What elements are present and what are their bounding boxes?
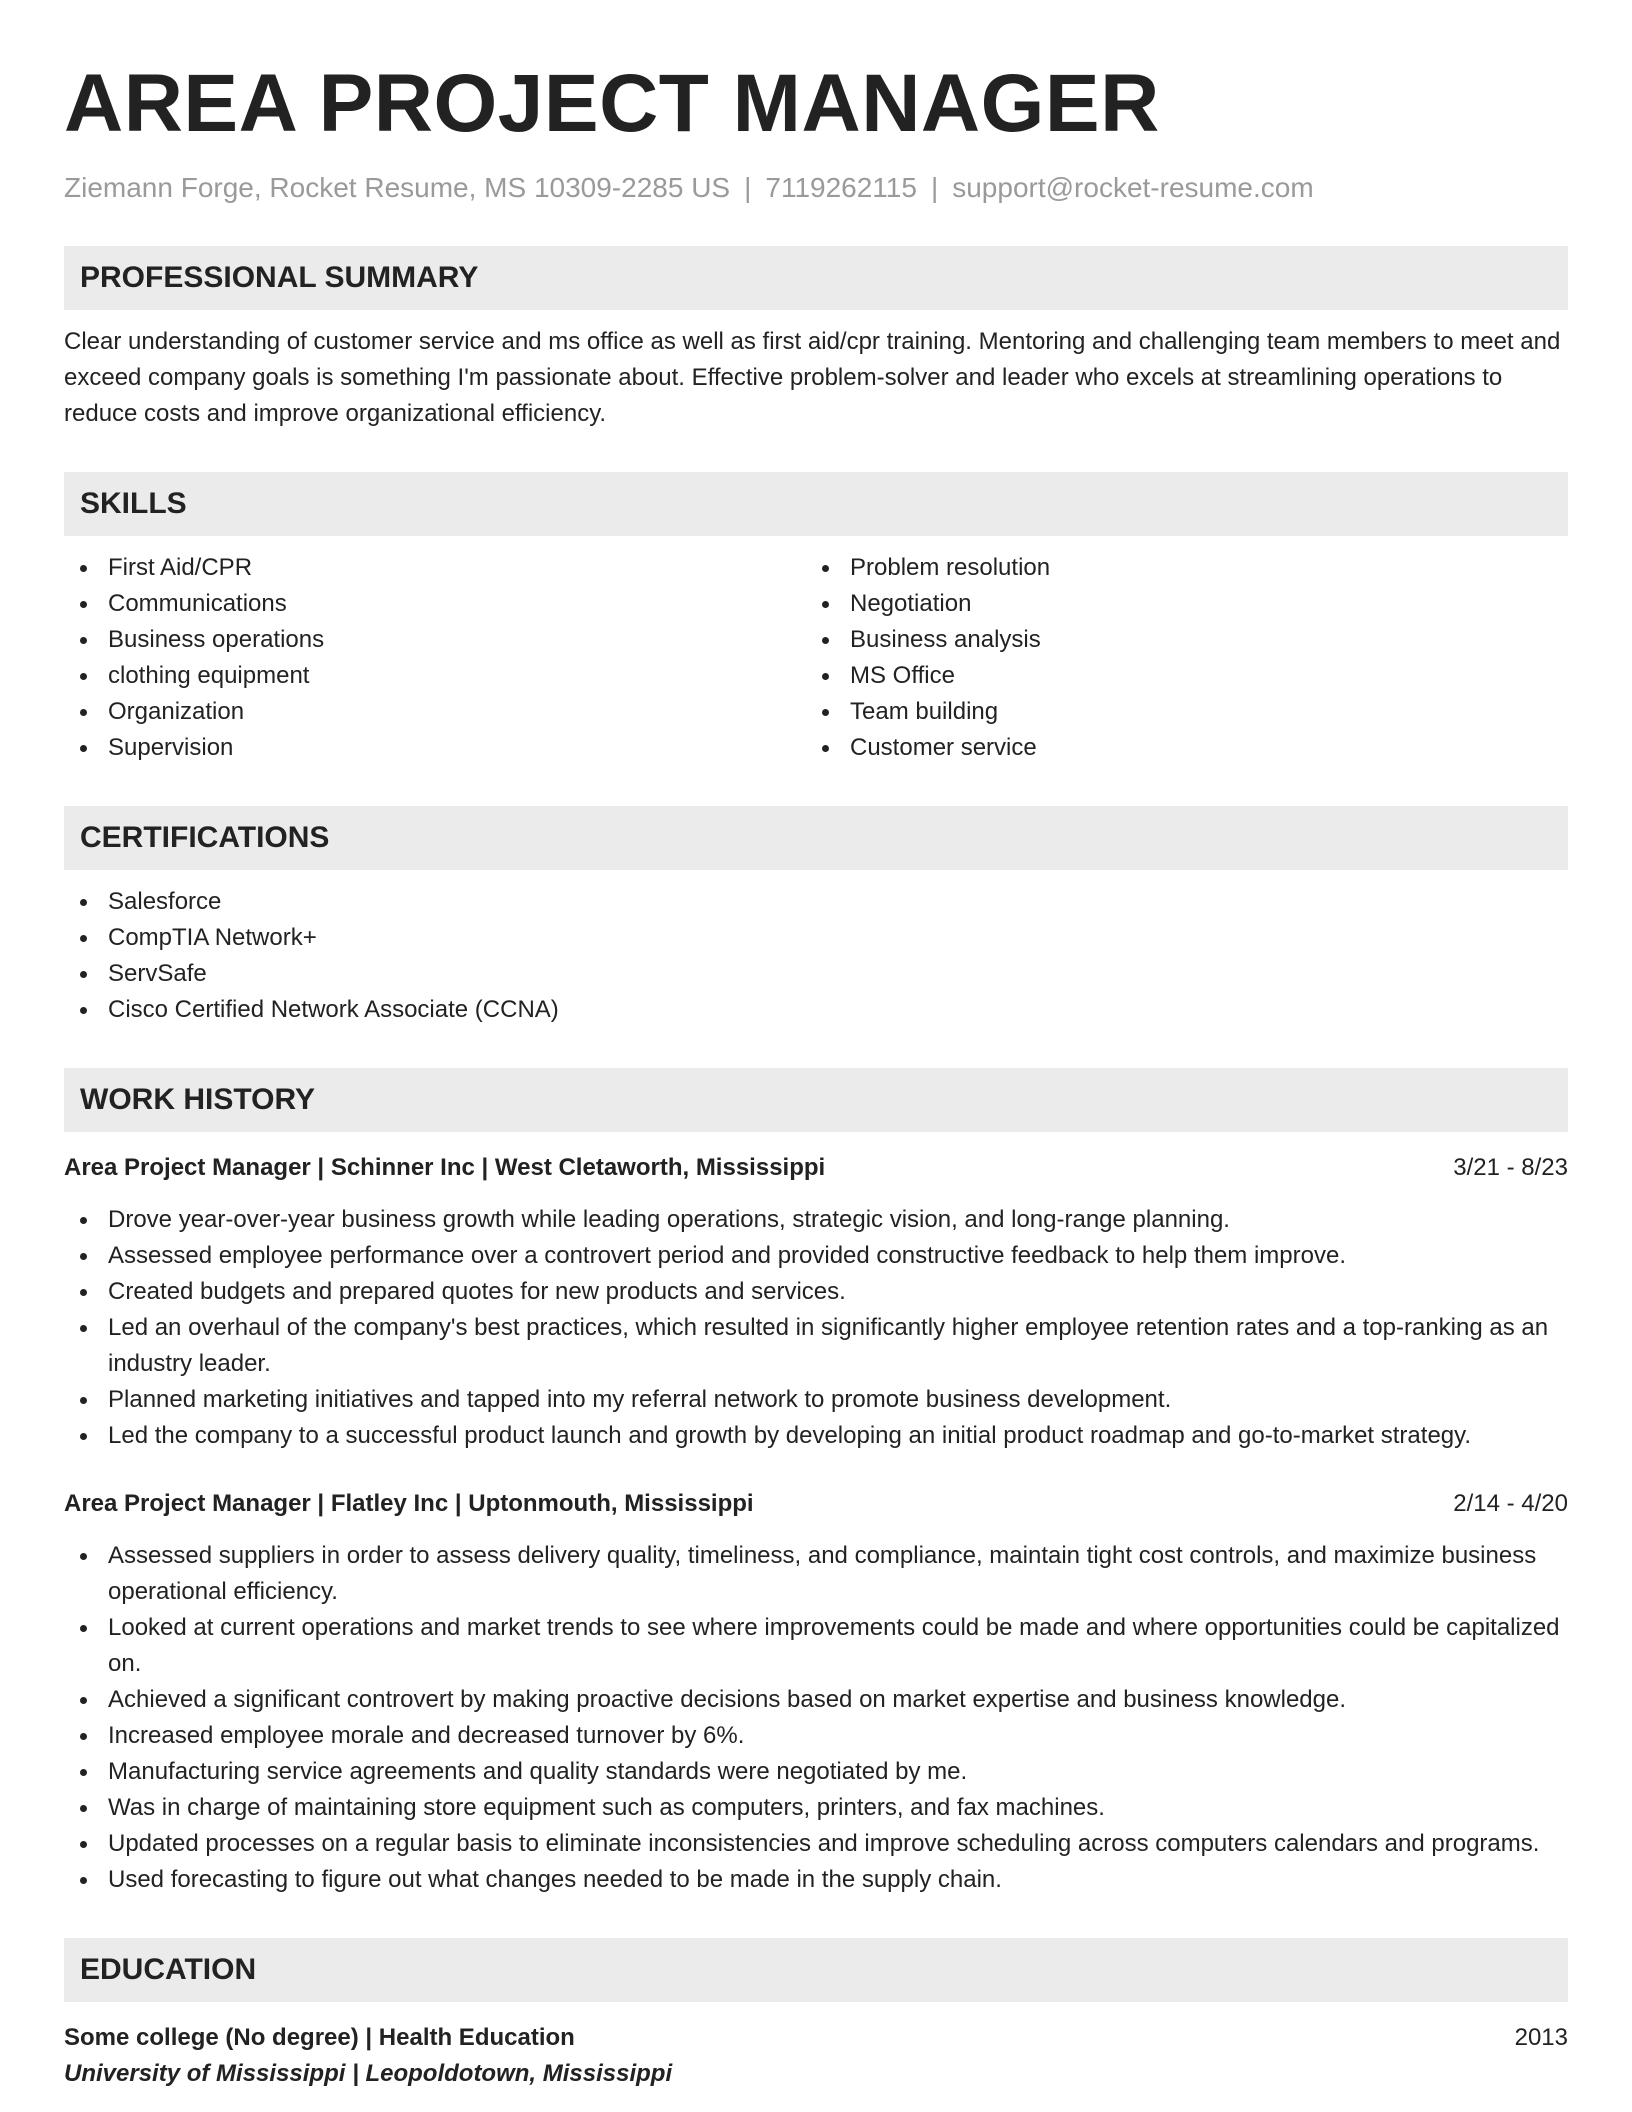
skill-item: First Aid/CPR (64, 550, 806, 586)
contact-address: Ziemann Forge, Rocket Resume, MS 10309-2285 US (64, 172, 731, 203)
certifications-heading: CERTIFICATIONS (64, 806, 1568, 870)
job-bullet: Updated processes on a regular basis to eliminate inconsistencies and improve scheduling across computers calendars and programs. (64, 1826, 1568, 1862)
job-bullet: Created budgets and prepared quotes for new products and services. (64, 1274, 1568, 1310)
job-bullet: Increased employee morale and decreased turnover by 6%. (64, 1718, 1568, 1754)
job-bullets (64, 1538, 1568, 1898)
skill-item: Business operations (64, 622, 806, 658)
skills-list-right (806, 550, 1548, 766)
education-header (64, 2020, 1568, 2056)
job-bullets (64, 1202, 1568, 1454)
job-bullet: Assessed employee performance over a controvert period and provided constructive feedback to help them improve. (64, 1238, 1568, 1274)
job-bullet: Led the company to a successful product launch and growth by developing an initial product roadmap and go-to-market strategy. (64, 1418, 1568, 1454)
certification-item: Salesforce (64, 884, 1568, 920)
contact-line (64, 170, 1568, 206)
skills-heading: SKILLS (64, 472, 1568, 536)
job-bullet: Led an overhaul of the company's best practices, which resulted in significantly higher employee retention rates and a top-ranking as an industry leader. (64, 1310, 1568, 1382)
skills-grid (64, 550, 1568, 766)
job-bullet: Was in charge of maintaining store equipment such as computers, printers, and fax machines. (64, 1790, 1568, 1826)
skill-item: Problem resolution (806, 550, 1548, 586)
job-bullet: Used forecasting to figure out what changes needed to be made in the supply chain. (64, 1862, 1568, 1898)
job-header (64, 1150, 1568, 1186)
contact-separator: | (930, 172, 939, 203)
summary-heading: PROFESSIONAL SUMMARY (64, 246, 1568, 310)
skill-item: Supervision (64, 730, 806, 766)
work-history-heading: WORK HISTORY (64, 1068, 1568, 1132)
skill-item: MS Office (806, 658, 1548, 694)
education-entry (64, 2020, 1568, 2092)
skill-item: Customer service (806, 730, 1548, 766)
job-title: Area Project Manager | Schinner Inc | West Cletaworth, Mississippi (64, 1154, 826, 1181)
job-bullet: Manufacturing service agreements and quality standards were negotiated by me. (64, 1754, 1568, 1790)
education-year: 2013 (1514, 2024, 1568, 2051)
contact-phone: 7119262115 (765, 172, 917, 203)
job-bullet: Drove year-over-year business growth while leading operations, strategic vision, and long-range planning. (64, 1202, 1568, 1238)
certification-item: ServSafe (64, 956, 1568, 992)
education-school: University of Mississippi | Leopoldotown, Mississippi (64, 2060, 673, 2087)
job-dates: 3/21 - 8/23 (1453, 1154, 1568, 1181)
skill-item: Team building (806, 694, 1548, 730)
education-heading: EDUCATION (64, 1938, 1568, 2002)
skills-list-left (64, 550, 806, 766)
skill-item: Business analysis (806, 622, 1548, 658)
job-bullet: Assessed suppliers in order to assess delivery quality, timeliness, and compliance, maintain tight cost controls, and maximize business operational efficiency. (64, 1538, 1568, 1610)
skill-item: Communications (64, 586, 806, 622)
skill-item: clothing equipment (64, 658, 806, 694)
job-bullet: Achieved a significant controvert by making proactive decisions based on market expertise and business knowledge. (64, 1682, 1568, 1718)
contact-email[interactable]: support@rocket-resume.com (952, 172, 1314, 203)
job-header (64, 1486, 1568, 1522)
job-bullet: Planned marketing initiatives and tapped into my referral network to promote business development. (64, 1382, 1568, 1418)
job-bullet: Looked at current operations and market trends to see where improvements could be made and where opportunities could be capitalized on. (64, 1610, 1568, 1682)
summary-text: Clear understanding of customer service and ms office as well as first aid/cpr training. Mentoring and challenging team members to meet and exceed company goals is something I'm passionate about. Effective problem-solver and leader who excels at streamlining operations to reduce costs and improve organizational efficiency. (64, 328, 1561, 427)
skill-item: Negotiation (806, 586, 1548, 622)
job-entry (64, 1150, 1568, 1454)
certifications-list (64, 884, 1568, 1028)
contact-separator: | (744, 172, 752, 203)
job-entry (64, 1486, 1568, 1898)
education-degree: Some college (No degree) | Health Education (64, 2024, 575, 2051)
job-title: Area Project Manager | Flatley Inc | Uptonmouth, Mississippi (64, 1490, 754, 1517)
job-dates: 2/14 - 4/20 (1453, 1490, 1568, 1517)
certification-item: Cisco Certified Network Associate (CCNA) (64, 992, 1568, 1028)
skill-item: Organization (64, 694, 806, 730)
candidate-name: AREA PROJECT MANAGER (64, 58, 1160, 149)
certification-item: CompTIA Network+ (64, 920, 1568, 956)
